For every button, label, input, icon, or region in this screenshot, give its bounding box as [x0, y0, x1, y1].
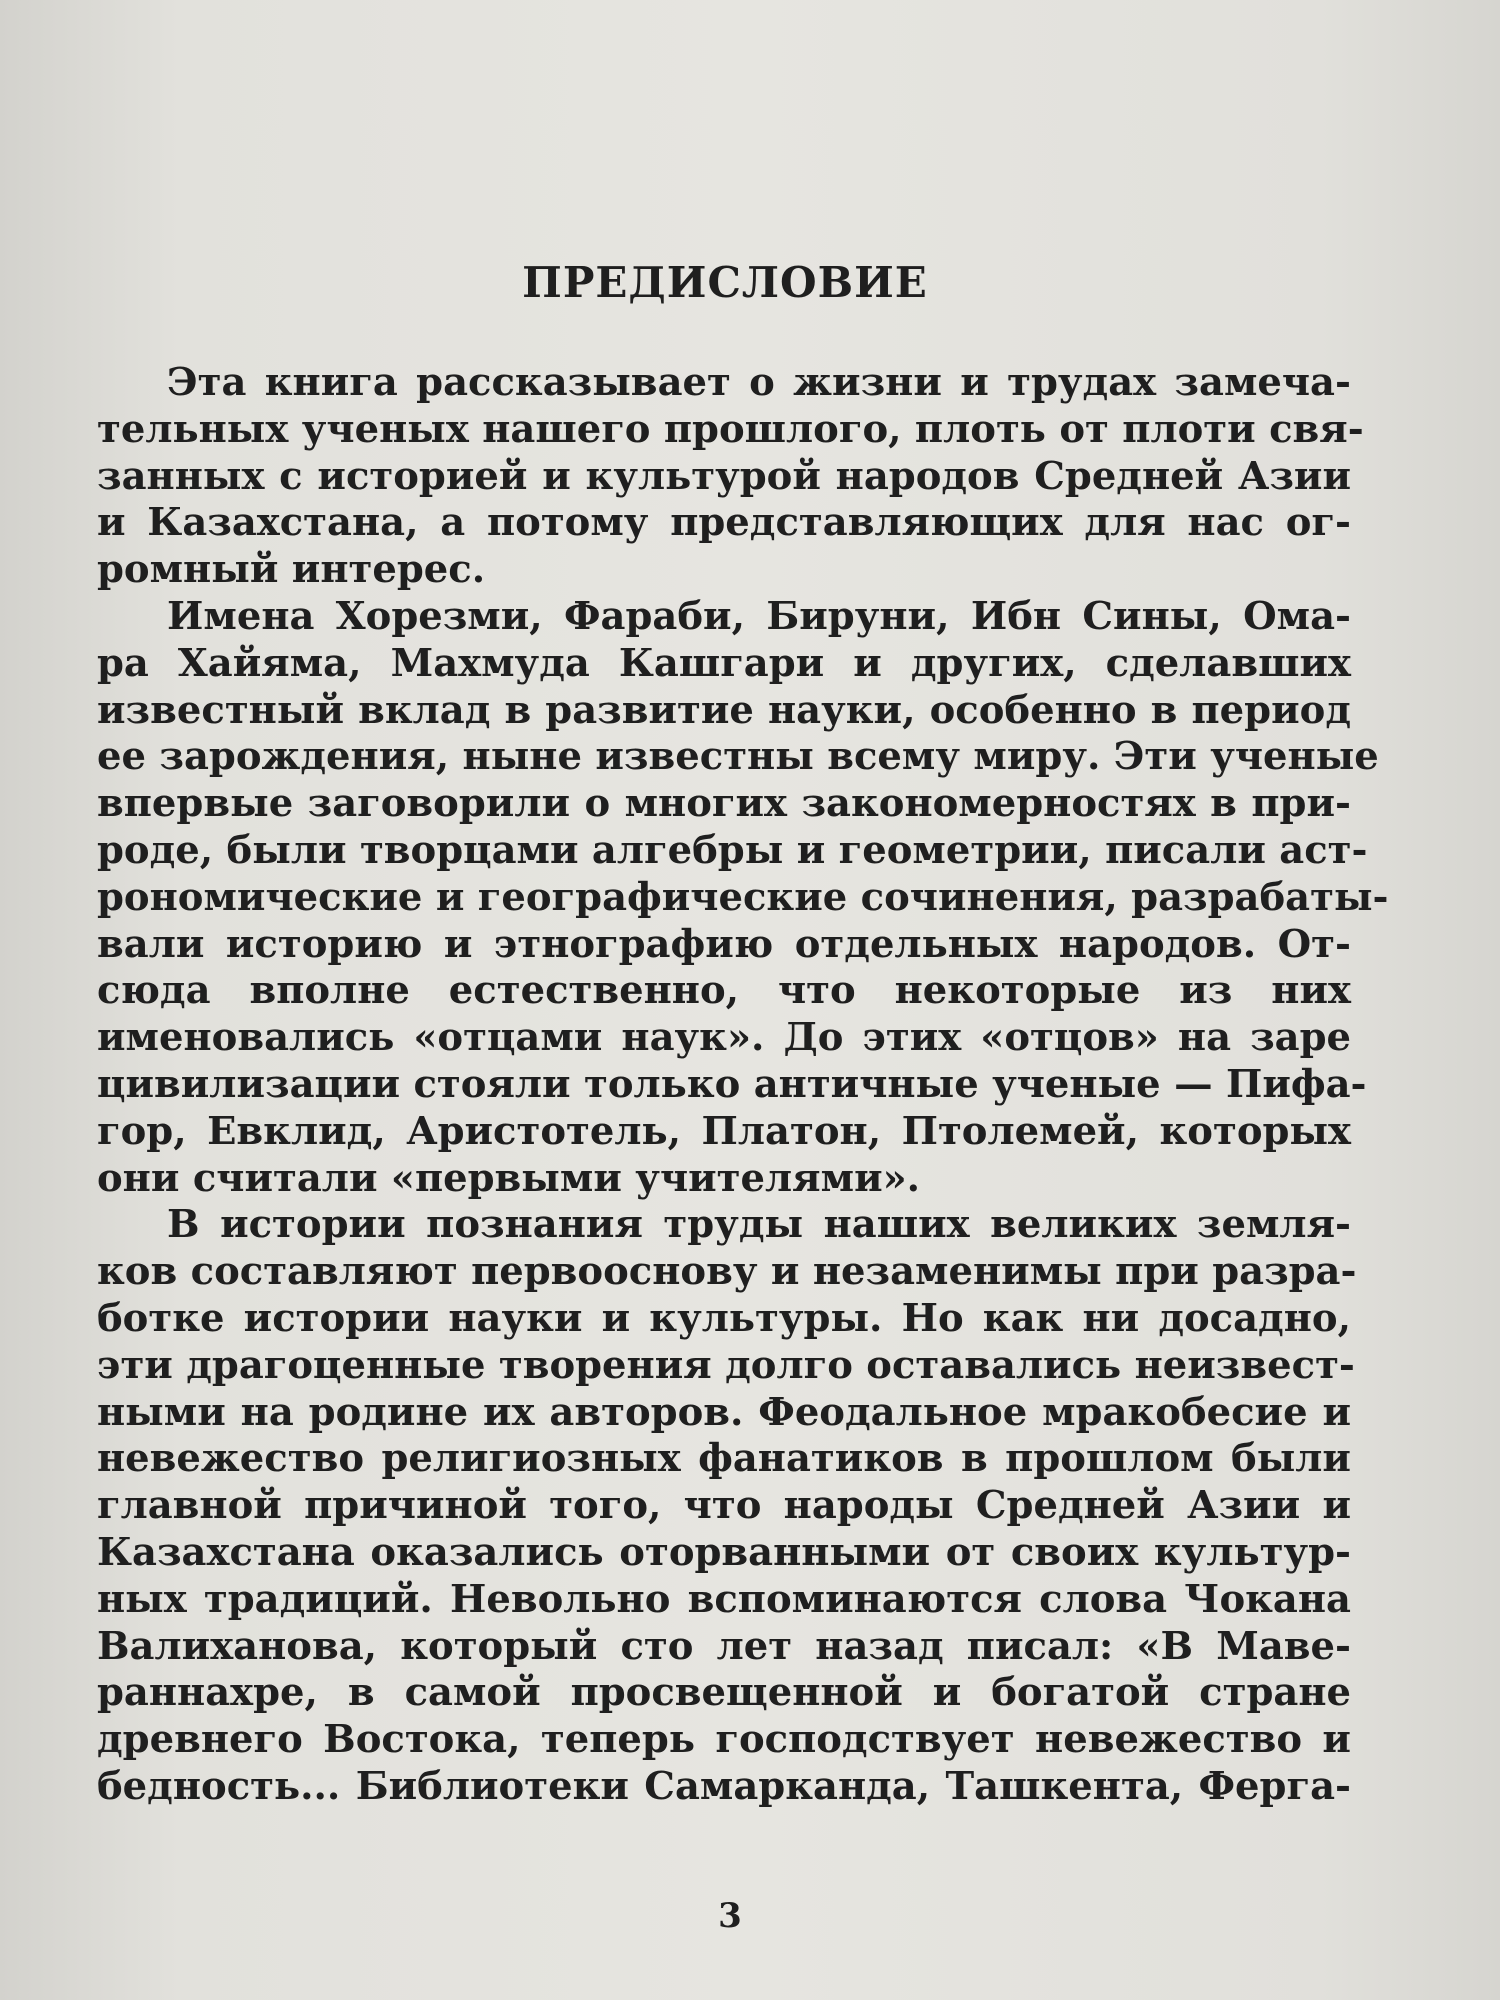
text-line: известный вклад в развитие науки, особенно в период [97, 687, 1351, 733]
text-line: Казахстана оказались оторванными от своих культур- [97, 1529, 1351, 1575]
text-line: ков составляют первооснову и незаменимы при разра- [97, 1249, 1357, 1295]
paragraph-3 [97, 1202, 1357, 1810]
text-line: Эта книга рассказывает о жизни и трудах замеча- [167, 360, 1351, 405]
text-line: ромный интерес. [97, 547, 486, 593]
paragraph-1 [97, 360, 1364, 594]
text-line: тельных ученых нашего прошлого, плоть от плоти свя- [97, 406, 1364, 452]
text-line: ными на родине их авторов. Феодальное мракобесие и [97, 1389, 1351, 1435]
text-line: древнего Востока, теперь господствует невежество и [97, 1717, 1351, 1763]
text-line: сюда вполне естественно, что некоторые из них [97, 968, 1351, 1014]
text-line: гор, Евклид, Аристотель, Платон, Птолемей, которых [97, 1108, 1351, 1154]
text-line: ных традиций. Невольно вспоминаются слова Чокана [97, 1576, 1351, 1622]
paragraph-2 [97, 593, 1389, 1202]
text-line: эти драгоценные творения долго оставались неизвест- [97, 1342, 1355, 1388]
text-line: ра Хайяма, Махмуда Кашгари и других, сделавших [97, 640, 1351, 686]
text-line: невежество религиозных фанатиков в прошлом были [97, 1436, 1351, 1482]
text-line: вали историю и этнографию отдельных народов. От- [97, 921, 1351, 967]
text-line: главной причиной того, что народы Средней Азии и [97, 1483, 1351, 1529]
body-text [97, 360, 1389, 1811]
text-line: Валиханова, который сто лет назад писал: «В Маве- [97, 1623, 1351, 1669]
text-line: и Казахстана, а потому представляющих для нас ог- [97, 500, 1351, 546]
text-line: Имена Хорезми, Фараби, Бируни, Ибн Сины, Ома- [167, 593, 1351, 639]
page-number: 3 [718, 1896, 742, 1936]
text-line: впервые заговорили о многих закономерностях в при- [97, 781, 1351, 827]
text-line: цивилизации стояли только античные ученые — Пифа- [97, 1061, 1367, 1107]
text-line: занных с историей и культурой народов Средней Азии [97, 453, 1351, 499]
text-line: бедность... Библиотеки Самарканда, Ташкента, Ферга- [97, 1763, 1351, 1809]
text-line: именовались «отцами наук». До этих «отцов» на заре [97, 1015, 1351, 1061]
text-line: ботке истории науки и культуры. Но как ни досадно, [97, 1295, 1351, 1341]
text-line: роде, были творцами алгебры и геометрии, писали аст- [97, 827, 1368, 873]
page-title: ПРЕДИСЛОВИЕ [522, 258, 928, 307]
text-line: раннахре, в самой просвещенной и богатой стране [97, 1670, 1351, 1716]
text-line: В истории познания труды наших великих земля- [167, 1202, 1351, 1248]
text-line: рономические и географические сочинения, разрабаты- [97, 874, 1389, 920]
text-line: ее зарождения, ныне известны всему миру. Эти ученые [97, 734, 1379, 780]
text-line: они считали «первыми учителями». [97, 1155, 921, 1201]
